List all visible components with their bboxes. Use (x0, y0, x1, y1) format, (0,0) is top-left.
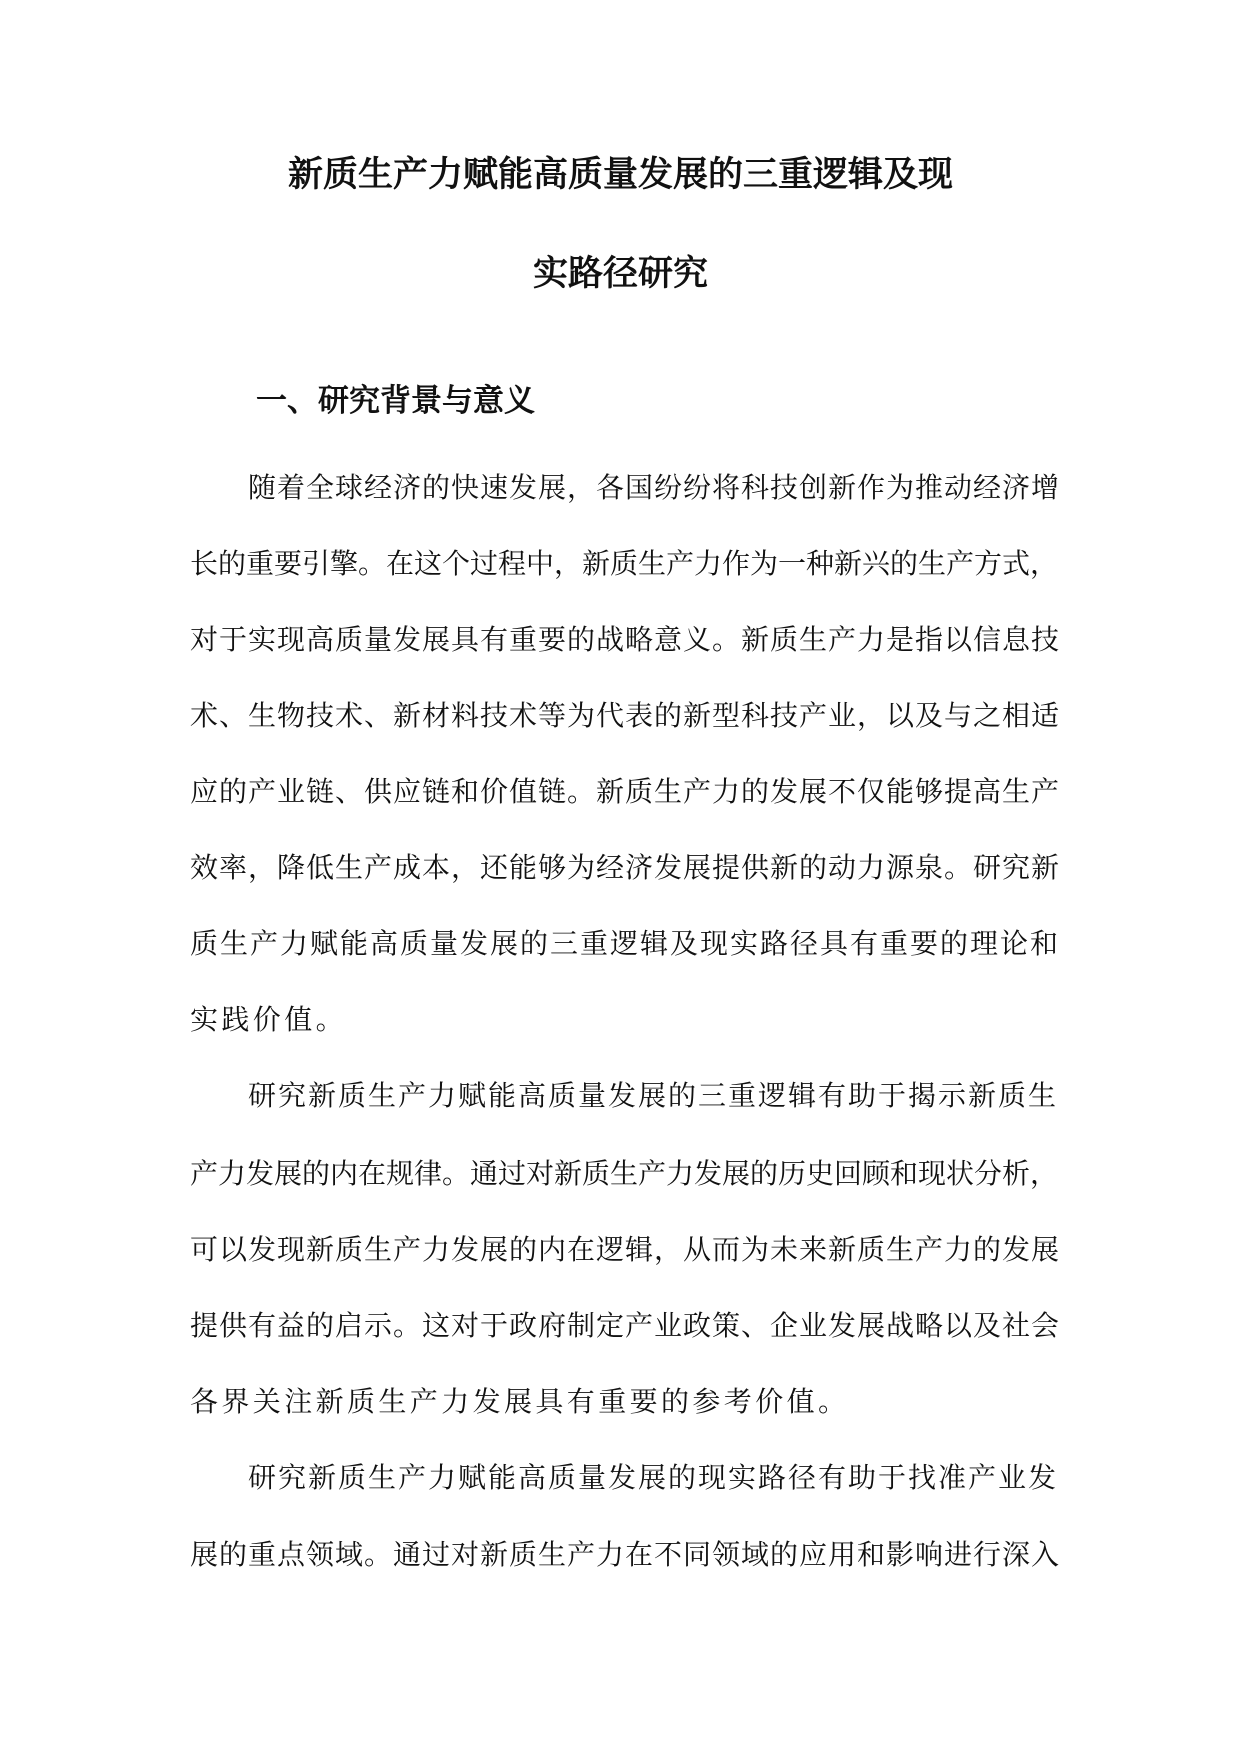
paragraph-1-line-2: 长的重要引擎。在这个过程中，新质生产力作为一种新兴的生产方式， (190, 547, 1059, 580)
document-title-line-1: 新质生产力赋能高质量发展的三重逻辑及现 (287, 155, 953, 195)
paragraph-1-line-8: 实践价值。 (190, 1003, 348, 1036)
paragraph-1-line-5: 应的产业链、供应链和价值链。新质生产力的发展不仅能够提高生产 (190, 775, 1061, 808)
paragraph-2-line-5: 各界关注新质生产力发展具有重要的参考价值。 (190, 1385, 850, 1418)
paragraph-2-line-3: 可以发现新质生产力发展的内在逻辑，从而为未来新质生产力的发展 (190, 1233, 1061, 1266)
paragraph-1-line-6: 效率，降低生产成本，还能够为经济发展提供新的动力源泉。研究新 (190, 851, 1061, 884)
paragraph-1-line-4: 术、生物技术、新材料技术等为代表的新型科技产业，以及与之相适 (190, 699, 1061, 732)
paragraph-1-line-1: 随着全球经济的快速发展，各国纷纷将科技创新作为推动经济增 (248, 471, 1061, 504)
paragraph-1-line-3: 对于实现高质量发展具有重要的战略意义。新质生产力是指以信息技 (190, 623, 1061, 656)
paragraph-2-line-1: 研究新质生产力赋能高质量发展的三重逻辑有助于揭示新质生 (248, 1079, 1059, 1112)
paragraph-3-line-2: 展的重点领域。通过对新质生产力在不同领域的应用和影响进行深入 (190, 1538, 1061, 1571)
section-heading: 一、研究背景与意义 (256, 383, 535, 419)
paragraph-3-line-1: 研究新质生产力赋能高质量发展的现实路径有助于找准产业发 (248, 1461, 1059, 1494)
paragraph-1-line-7: 质生产力赋能高质量发展的三重逻辑及现实路径具有重要的理论和 (190, 927, 1061, 960)
paragraph-2-line-2: 产力发展的内在规律。通过对新质生产力发展的历史回顾和现状分析， (190, 1157, 1059, 1190)
paragraph-2-line-4: 提供有益的启示。这对于政府制定产业政策、企业发展战略以及社会 (190, 1309, 1061, 1342)
document-title-line-2: 实路径研究 (532, 254, 708, 294)
